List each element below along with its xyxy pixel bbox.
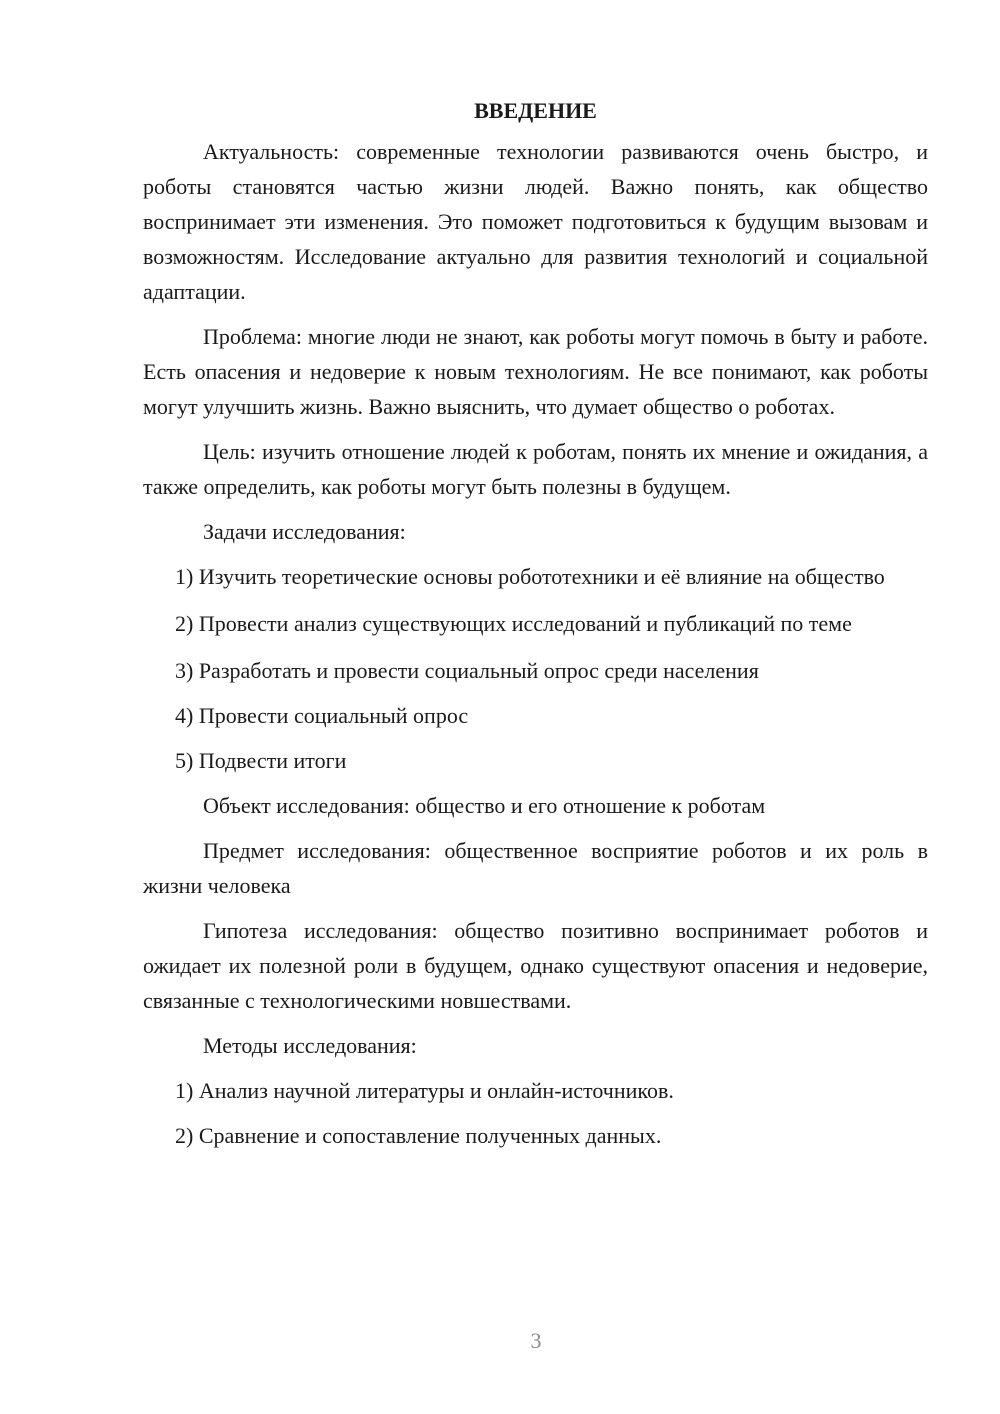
relevance-paragraph: Актуальность: современные технологии развиваются очень быстро, и роботы становятся частью жизни людей. Важно понять, как общество воспринимает эти изменения. Это поможет подготовиться к будущим вызовам и возможностям. Исследование актуально для развития технологий и социальной адаптации. (143, 139, 928, 304)
methods-heading: Методы исследования: (203, 1033, 417, 1058)
section-title: ВВЕДЕНИЕ (474, 98, 597, 123)
task-item: 5) Подвести итоги (175, 748, 347, 773)
page-number: 3 (530, 1328, 542, 1353)
object-paragraph: Объект исследования: общество и его отношение к роботам (203, 793, 766, 818)
task-item: 1) Изучить теоретические основы робототехники и её влияние на общество (175, 564, 885, 589)
page-content (143, 96, 928, 1163)
problem-paragraph: Проблема: многие люди не знают, как роботы могут помочь в быту и работе. Есть опасения и недоверие к новым технологиям. Не все понимают, как роботы могут улучшить жизнь. Важно выяснить, что думает общество о роботах. (143, 324, 928, 419)
tasks-list (143, 559, 928, 778)
task-item: 4) Провести социальный опрос (175, 703, 469, 728)
task-item: 2) Провести анализ существующих исследований и публикаций по теме (175, 611, 852, 636)
hypothesis-paragraph: Гипотеза исследования: общество позитивно воспринимает роботов и ожидает их полезной роли в будущем, однако существуют опасения и недоверие, связанные с технологическими новшествами. (143, 918, 928, 1013)
tasks-heading: Задачи исследования: (203, 519, 406, 544)
methods-list (143, 1073, 928, 1153)
method-item: 2) Сравнение и сопоставление полученных данных. (175, 1123, 662, 1148)
goal-paragraph: Цель: изучить отношение людей к роботам, понять их мнение и ожидания, а также определить, как роботы могут быть полезны в будущем. (143, 439, 928, 499)
subject-paragraph: Предмет исследования: общественное восприятие роботов и их роль в жизни человека (143, 838, 928, 898)
task-item: 3) Разработать и провести социальный опрос среди населения (175, 658, 759, 683)
method-item: 1) Анализ научной литературы и онлайн-источников. (175, 1078, 674, 1103)
